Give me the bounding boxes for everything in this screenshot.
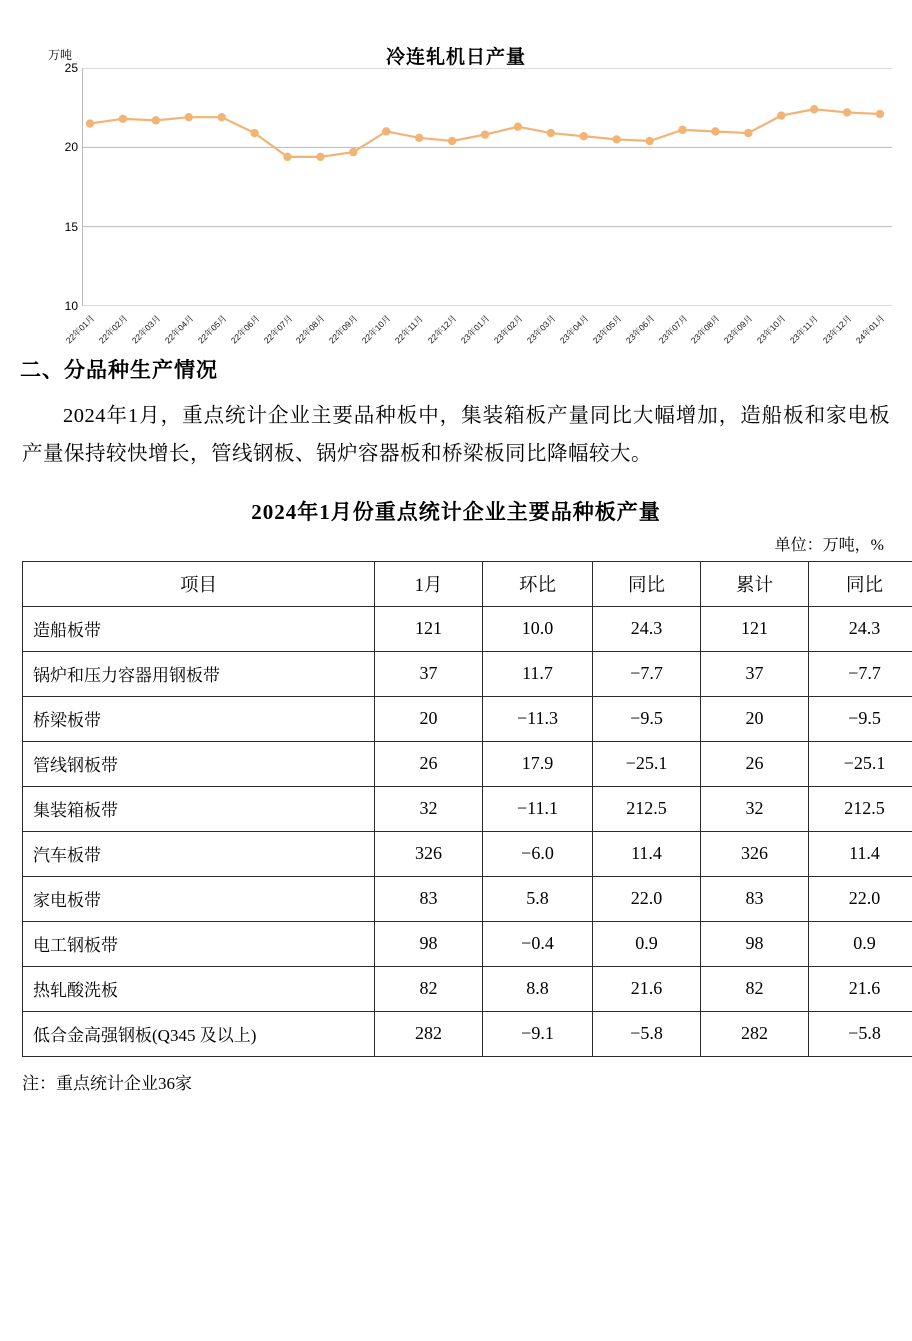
chart-x-tick-label: 22年05月 xyxy=(195,312,229,346)
table-cell-value: 83 xyxy=(375,876,483,921)
table-row xyxy=(23,921,912,966)
chart-svg xyxy=(82,68,892,306)
chart-title: 冷连轧机日产量 xyxy=(30,42,882,69)
table-header-cell: 累计 xyxy=(701,561,809,606)
table-cell-value: −25.1 xyxy=(809,741,912,786)
table-row xyxy=(23,786,912,831)
table-cell-value: −9.5 xyxy=(593,696,701,741)
chart-x-tick-label: 23年11月 xyxy=(787,313,820,346)
table-cell-value: 32 xyxy=(701,786,809,831)
chart-x-tick-label: 22年04月 xyxy=(162,312,196,346)
chart-x-tick-label: 23年02月 xyxy=(491,312,525,346)
chart-x-tick-label: 22年12月 xyxy=(425,312,459,346)
table-cell-value: 212.5 xyxy=(809,786,912,831)
table-cell-value: 98 xyxy=(701,921,809,966)
chart-x-tick-label: 23年09月 xyxy=(721,312,755,346)
table-cell-value: 26 xyxy=(375,741,483,786)
table-cell-value: −0.4 xyxy=(483,921,593,966)
table-cell-value: 22.0 xyxy=(809,876,912,921)
table-cell-name: 造船板带 xyxy=(23,606,375,651)
table-cell-name: 管线钢板带 xyxy=(23,741,375,786)
section-heading: 二、分品种生产情况 xyxy=(20,354,892,384)
table-cell-value: −11.3 xyxy=(483,696,593,741)
chart-x-tick-label: 23年07月 xyxy=(656,312,690,346)
table-cell-value: 8.8 xyxy=(483,966,593,1011)
table-cell-value: 82 xyxy=(701,966,809,1011)
chart-x-tick-label: 23年10月 xyxy=(754,312,788,346)
table-cell-value: 24.3 xyxy=(809,606,912,651)
chart-x-tick-label: 23年04月 xyxy=(557,312,591,346)
table-cell-value: 17.9 xyxy=(483,741,593,786)
table-cell-value: 10.0 xyxy=(483,606,593,651)
table-cell-value: 20 xyxy=(701,696,809,741)
document-page xyxy=(0,24,912,1341)
table-cell-name: 桥梁板带 xyxy=(23,696,375,741)
table-cell-name: 低合金高强钢板(Q345 及以上) xyxy=(23,1011,375,1056)
table-title: 2024年1月份重点统计企业主要品种板产量 xyxy=(0,496,912,526)
chart-x-tick-label: 22年08月 xyxy=(294,312,328,346)
table-row xyxy=(23,1011,912,1056)
table-cell-value: 11.7 xyxy=(483,651,593,696)
table-cell-value: 5.8 xyxy=(483,876,593,921)
table-cell-value: −25.1 xyxy=(593,741,701,786)
chart-y-tick-label: 15 xyxy=(65,220,78,234)
table-cell-value: −9.5 xyxy=(809,696,912,741)
table-cell-value: 0.9 xyxy=(809,921,912,966)
table-row xyxy=(23,966,912,1011)
table-cell-value: 11.4 xyxy=(809,831,912,876)
table-cell-value: 121 xyxy=(375,606,483,651)
table-cell-value: −9.1 xyxy=(483,1011,593,1056)
table-row xyxy=(23,876,912,921)
table-header-cell: 同比 xyxy=(809,561,912,606)
table-cell-value: −7.7 xyxy=(593,651,701,696)
table-cell-value: 82 xyxy=(375,966,483,1011)
table-cell-name: 电工钢板带 xyxy=(23,921,375,966)
chart-y-tick-label: 20 xyxy=(65,140,78,154)
table-header-cell: 项目 xyxy=(23,561,375,606)
table-header-row xyxy=(23,561,912,606)
chart-x-tick-label: 22年03月 xyxy=(129,312,163,346)
table-cell-value: 24.3 xyxy=(593,606,701,651)
table-cell-value: −5.8 xyxy=(593,1011,701,1056)
chart-x-tick-label: 22年01月 xyxy=(63,312,97,346)
table-cell-value: 22.0 xyxy=(593,876,701,921)
chart-x-tick-label: 23年01月 xyxy=(458,312,492,346)
table-cell-value: 37 xyxy=(701,651,809,696)
table-cell-name: 热轧酸洗板 xyxy=(23,966,375,1011)
table-cell-name: 集装箱板带 xyxy=(23,786,375,831)
table-cell-value: −6.0 xyxy=(483,831,593,876)
chart-x-tick-label: 23年08月 xyxy=(689,312,723,346)
chart-container xyxy=(30,24,882,344)
table-header-cell: 环比 xyxy=(483,561,593,606)
table-row xyxy=(23,831,912,876)
table-cell-name: 家电板带 xyxy=(23,876,375,921)
chart-x-tick-label: 22年11月 xyxy=(392,313,425,346)
table-cell-value: 282 xyxy=(375,1011,483,1056)
table-cell-name: 锅炉和压力容器用钢板带 xyxy=(23,651,375,696)
chart-x-tick-label: 23年12月 xyxy=(820,312,854,346)
table-row xyxy=(23,696,912,741)
table-cell-value: 21.6 xyxy=(593,966,701,1011)
chart-unit-label: 万吨 xyxy=(48,46,72,63)
chart-y-tick-label: 25 xyxy=(65,61,78,75)
chart-x-tick-label: 22年07月 xyxy=(261,312,295,346)
chart-x-tick-label: 23年03月 xyxy=(524,312,558,346)
chart-x-tick-label: 23年05月 xyxy=(590,312,624,346)
chart-x-axis xyxy=(82,308,872,352)
production-table xyxy=(22,561,912,1057)
table-cell-value: 37 xyxy=(375,651,483,696)
table-cell-value: 32 xyxy=(375,786,483,831)
table-cell-value: −5.8 xyxy=(809,1011,912,1056)
table-cell-value: 282 xyxy=(701,1011,809,1056)
table-cell-value: 121 xyxy=(701,606,809,651)
body-paragraph: 2024年1月，重点统计企业主要品种板中，集装箱板产量同比大幅增加，造船板和家电板产量保持较快增长，管线钢板、锅炉容器板和桥梁板同比降幅较大。 xyxy=(22,398,890,474)
table-note: 注：重点统计企业36家 xyxy=(22,1069,890,1094)
chart-x-tick-label: 23年06月 xyxy=(623,312,657,346)
chart-plot-area xyxy=(82,68,872,306)
chart-x-tick-label: 22年06月 xyxy=(228,312,262,346)
table-cell-value: 83 xyxy=(701,876,809,921)
table-cell-value: −7.7 xyxy=(809,651,912,696)
chart-x-tick-label: 22年02月 xyxy=(96,312,130,346)
table-cell-value: 26 xyxy=(701,741,809,786)
table-unit-label: 单位：万吨，% xyxy=(0,532,884,555)
chart-y-axis xyxy=(40,62,78,312)
chart-y-tick-label: 10 xyxy=(65,299,78,313)
chart-x-tick-label: 22年09月 xyxy=(326,312,360,346)
table-row xyxy=(23,741,912,786)
table-cell-value: 326 xyxy=(375,831,483,876)
table-cell-value: 0.9 xyxy=(593,921,701,966)
table-cell-value: 98 xyxy=(375,921,483,966)
table-cell-value: 21.6 xyxy=(809,966,912,1011)
chart-x-tick-label: 22年10月 xyxy=(359,312,393,346)
table-cell-value: 20 xyxy=(375,696,483,741)
table-header-cell: 1月 xyxy=(375,561,483,606)
table-cell-value: 212.5 xyxy=(593,786,701,831)
table-cell-name: 汽车板带 xyxy=(23,831,375,876)
table-cell-value: 326 xyxy=(701,831,809,876)
table-header-cell: 同比 xyxy=(593,561,701,606)
table-row xyxy=(23,651,912,696)
table-row xyxy=(23,606,912,651)
chart-x-tick-label: 24年01月 xyxy=(853,312,887,346)
table-cell-value: −11.1 xyxy=(483,786,593,831)
table-cell-value: 11.4 xyxy=(593,831,701,876)
